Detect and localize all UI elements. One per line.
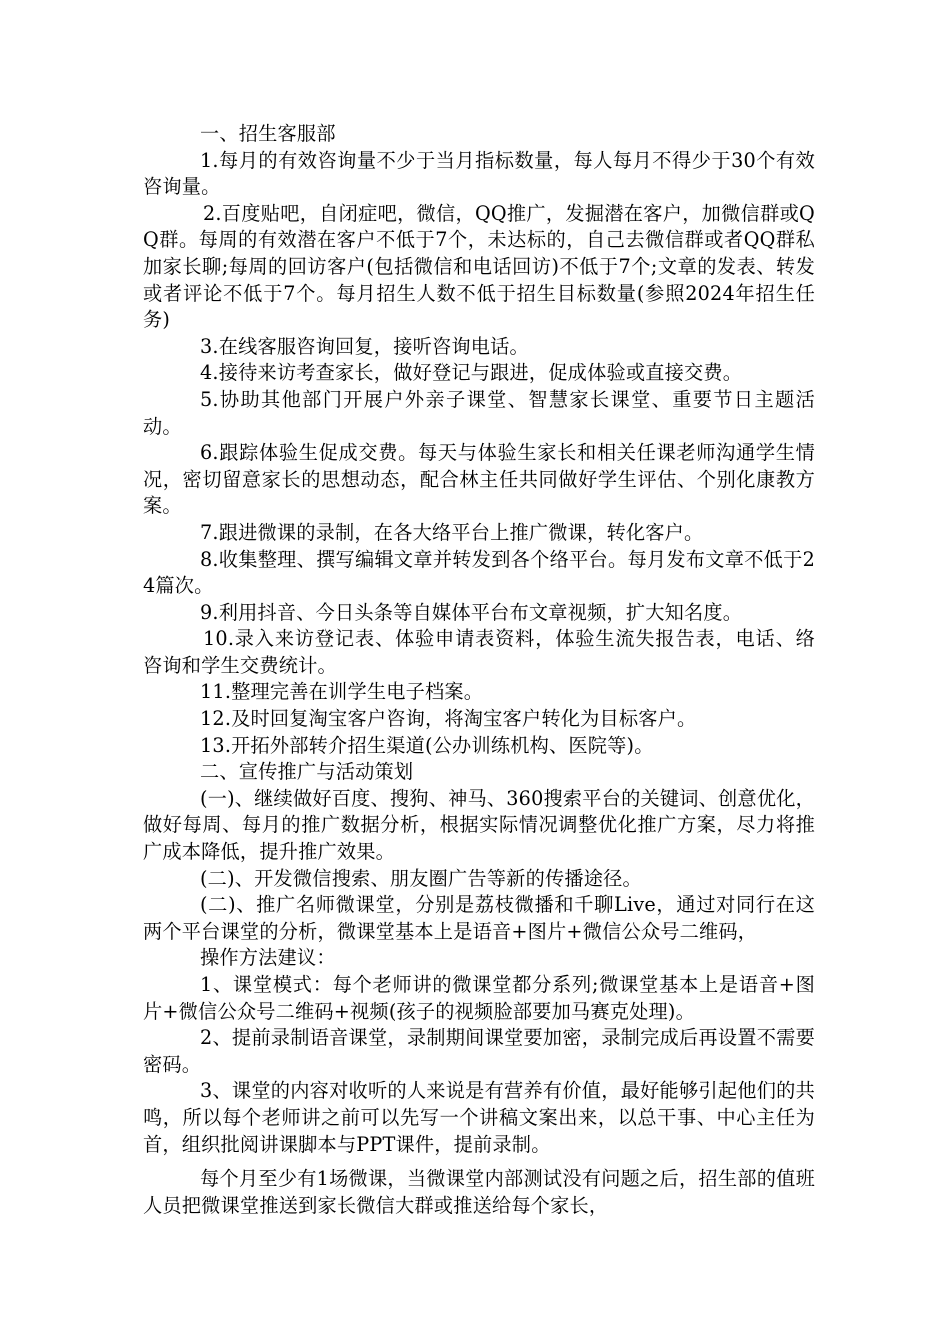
paragraph-monthly-course: 每个月至少有1场微课，当微课堂内部测试没有问题之后，招生部的值班人员把微课堂推送到家长微信大群或推送给每个家长， [143, 1167, 815, 1217]
paragraph-item-6: 6.跟踪体验生促成交费。每天与体验生家长和相关任课老师沟通学生情况，密切留意家长的思想动态，配合林主任共同做好学生评估、个别化康教方案。 [143, 441, 815, 518]
paragraph-item-7: 7.跟进微课的录制，在各大络平台上推广微课，转化客户。 [200, 520, 704, 544]
paragraph-sub-3: (二)、推广名师微课堂，分别是荔枝微播和千聊Live，通过对同行在这两个平台课堂的分析，微课堂基本上是语音+图片+微信公众号二维码， [143, 893, 815, 943]
paragraph-method-1: 1、课堂模式：每个老师讲的微课堂都分系列;微课堂基本上是语音+图片+微信公众号二维码+视频(孩子的视频脸部要加马赛克处理)。 [143, 973, 815, 1023]
paragraph-item-4: 4.接待来访考查家长，做好登记与跟进，促成体验或直接交费。 [200, 361, 743, 385]
paragraph-item-2: 2.百度贴吧，自闭症吧，微信，QQ推广，发掘潜在客户，加微信群或QQ群。每周的有效潜在客户不低于7个，未达标的，自己去微信群或者QQ群私加家长聊;每周的回访客户(包括微信和电话回访)不低于7个;文章的发表、转发或者评论不低于7个。每月招生人数不低于招生目标数量(参照2024年招生任务) [143, 201, 815, 332]
paragraph-method-heading: 操作方法建议： [200, 946, 336, 970]
paragraph-item-9: 9.利用抖音、今日头条等自媒体平台布文章视频，扩大知名度。 [200, 600, 743, 624]
paragraph-item-8: 8.收集整理、撰写编辑文章并转发到各个络平台。每月发布文章不低于24篇次。 [143, 547, 815, 598]
paragraph-method-2: 2、提前录制语音课堂，录制期间课堂要加密，录制完成后再设置不需要密码。 [143, 1026, 815, 1076]
paragraph-item-3: 3.在线客服咨询回复，接听咨询电话。 [200, 334, 529, 358]
paragraph-sub-2: (二)、开发微信搜索、朋友圈广告等新的传播途径。 [200, 866, 642, 890]
paragraph-item-11: 11.整理完善在训学生电子档案。 [200, 680, 484, 704]
paragraph-item-1: 1.每月的有效咨询量不少于当月指标数量，每人每月不得少于30个有效咨询量。 [143, 148, 815, 199]
paragraph-sub-1: (一)、继续做好百度、搜狗、神马、360搜索平台的关键词、创意优化，做好每周、每月的推广数据分析，根据实际情况调整优化推广方案，尽力将推广成本降低，提升推广效果。 [143, 786, 815, 864]
paragraph-item-5: 5.协助其他部门开展户外亲子课堂、智慧家长课堂、重要节日主题活动。 [143, 387, 815, 438]
section-heading-promotion: 二、宣传推广与活动策划 [200, 760, 414, 784]
document-body [143, 121, 815, 1219]
paragraph-item-10: 10.录入来访登记表、体验申请表资料，体验生流失报告表，电话、络咨询和学生交费统计。 [143, 627, 815, 677]
paragraph-item-12: 12.及时回复淘宝客户咨询，将淘宝客户转化为目标客户。 [200, 707, 697, 731]
section-heading-enrollment-service: 一、招生客服部 [200, 122, 336, 145]
paragraph-item-13: 13.开拓外部转介招生渠道(公办训练机构、医院等)。 [200, 733, 654, 757]
paragraph-method-3: 3、课堂的内容对收听的人来说是有营养有价值，最好能够引起他们的共鸣，所以每个老师讲之前可以先写一个讲稿文案出来，以总干事、中心主任为首，组织批阅讲课脚本与PPT课件，提前录制。 [143, 1079, 815, 1156]
